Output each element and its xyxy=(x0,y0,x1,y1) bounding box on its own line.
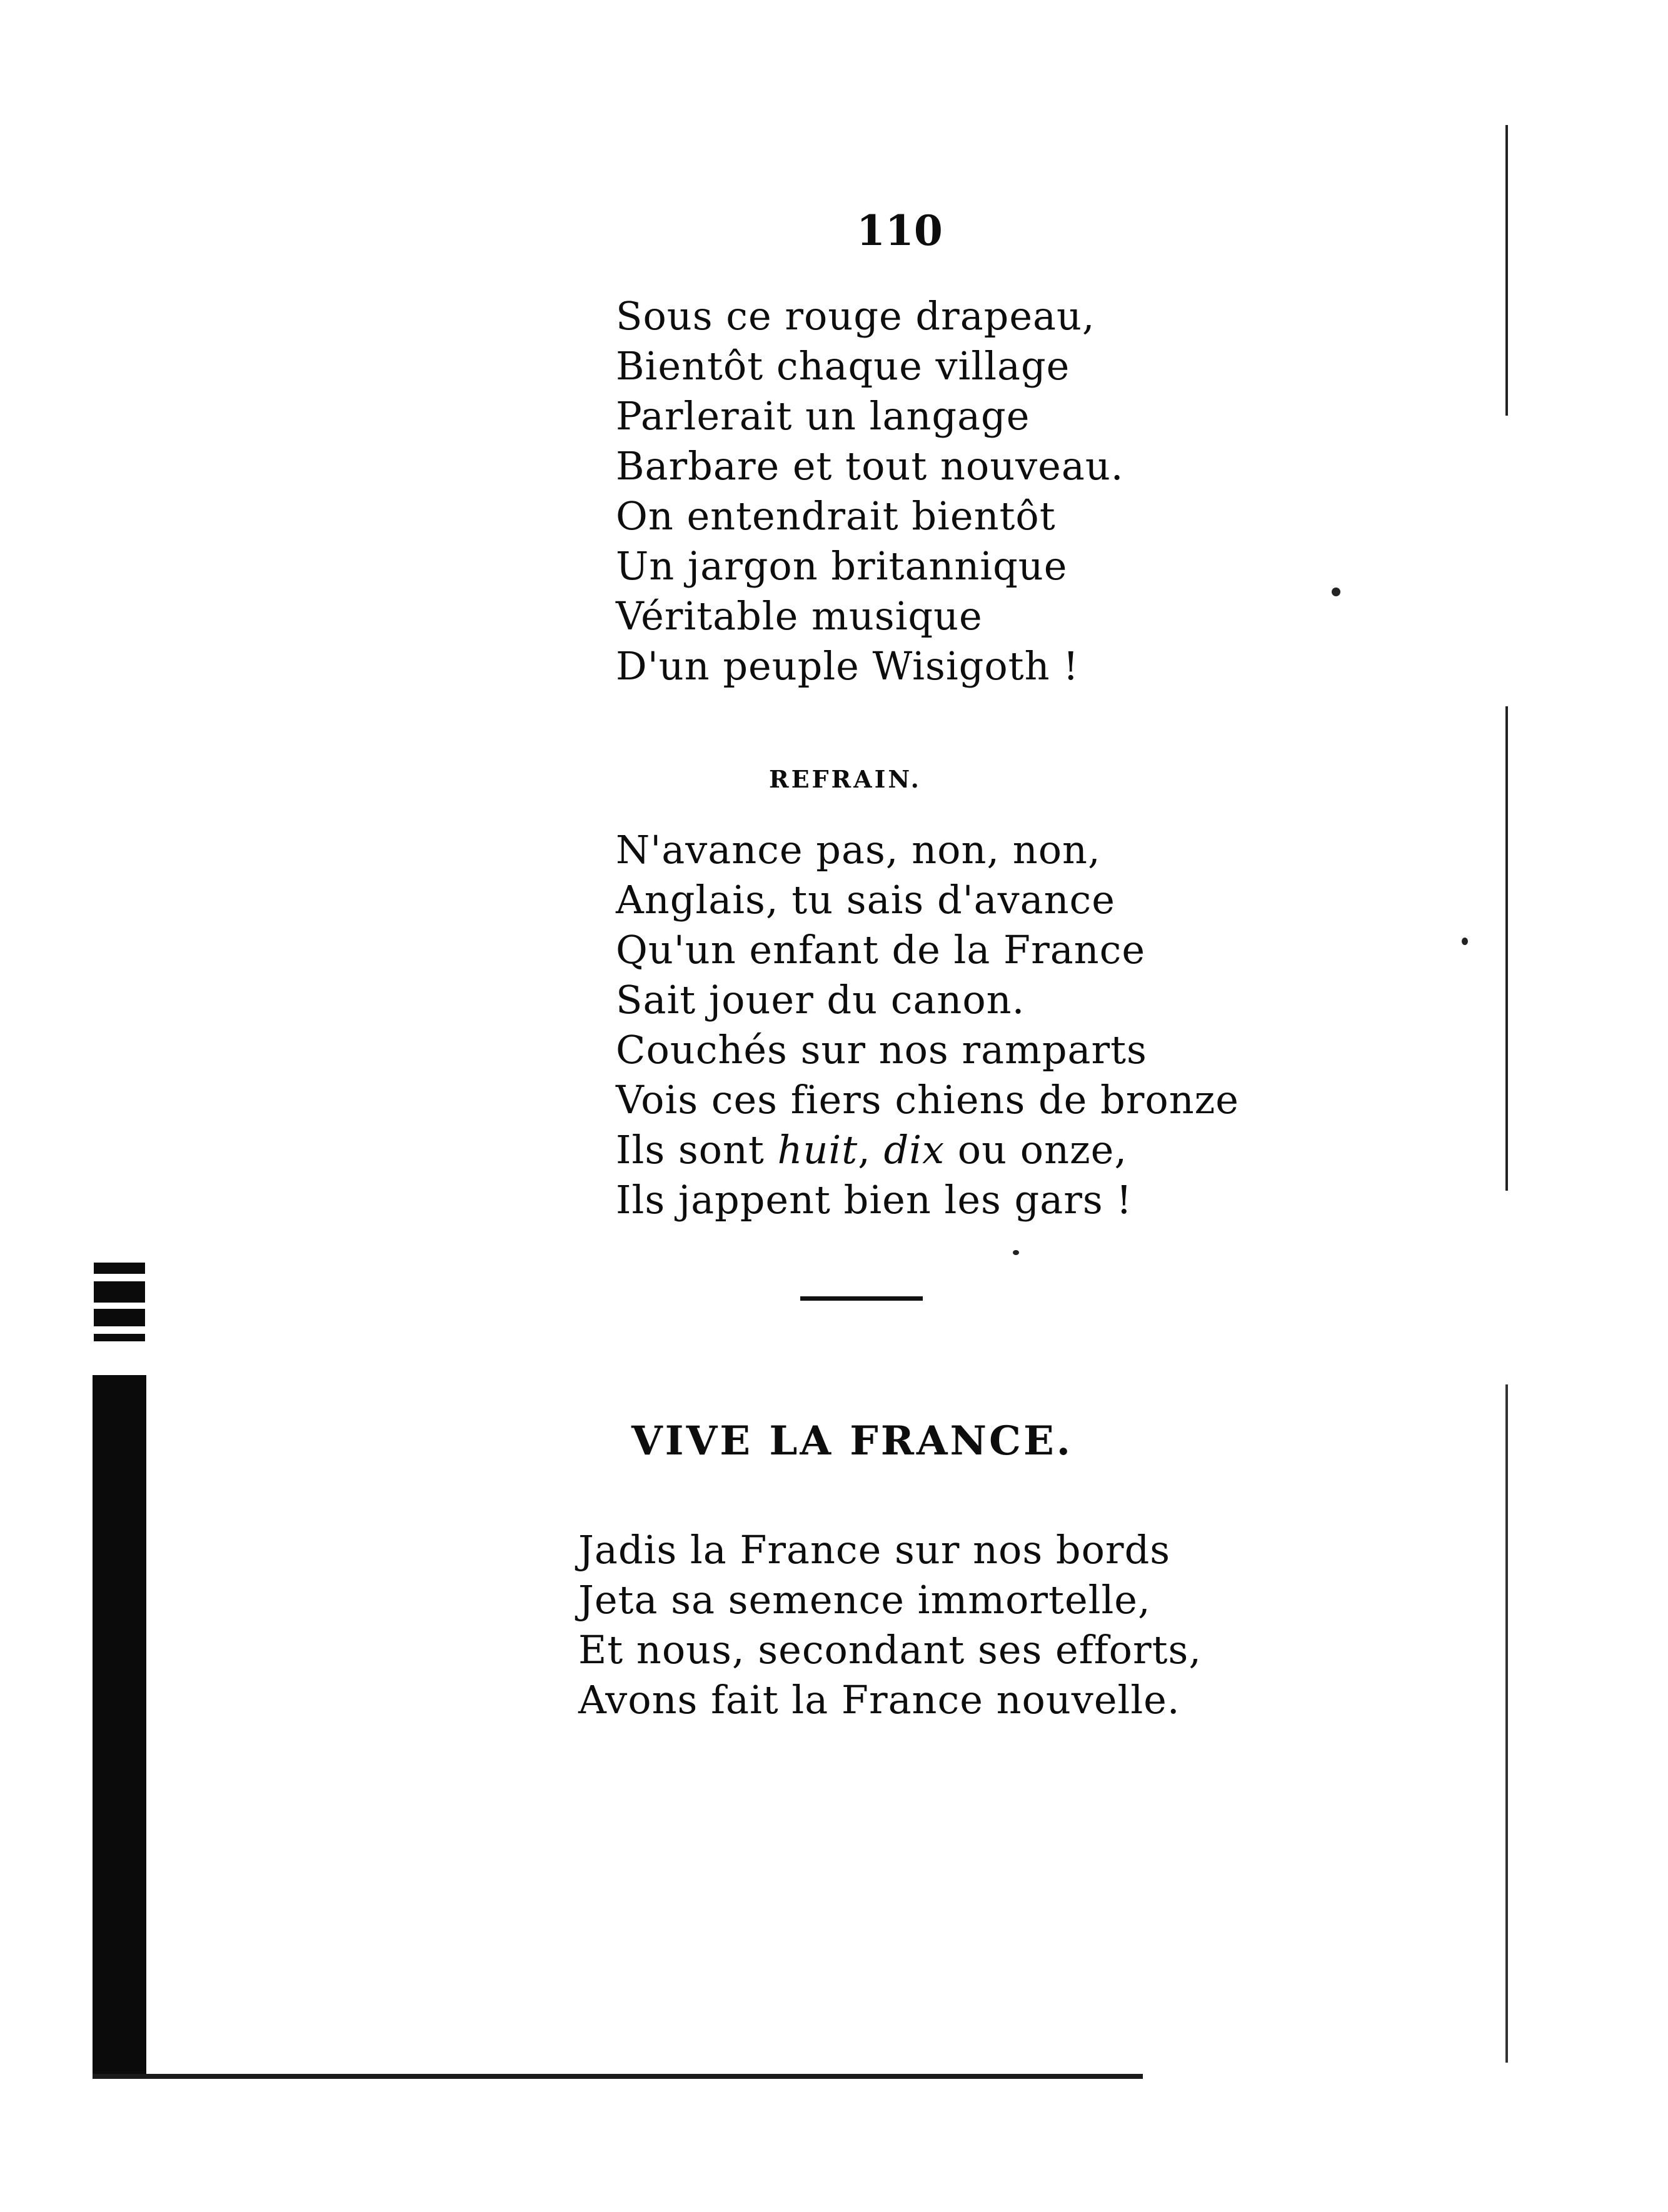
scan-artifact xyxy=(94,1334,145,1341)
verse-line: Barbare et tout nouveau. xyxy=(616,443,1124,489)
verse-line: Sous ce rouge drapeau, xyxy=(616,293,1095,339)
scan-artifact xyxy=(94,1263,145,1274)
verse-line: N'avance pas, non, non, xyxy=(616,827,1101,873)
scan-artifact xyxy=(93,1375,146,2075)
section-divider xyxy=(800,1296,923,1301)
verse-line: Sait jouer du canon. xyxy=(616,977,1025,1023)
verse-line: Parlerait un langage xyxy=(616,393,1030,439)
refrain-label: REFRAIN. xyxy=(769,765,922,793)
verse-line: Jadis la France sur nos bords xyxy=(578,1527,1171,1573)
verse-line: Un jargon britannique xyxy=(616,543,1068,589)
page-number: 110 xyxy=(857,206,943,255)
italic-word: dix xyxy=(883,1127,945,1173)
verse-text: ou onze, xyxy=(945,1127,1128,1173)
scan-artifact xyxy=(1505,125,1508,2063)
verse-line: Qu'un enfant de la France xyxy=(616,927,1146,973)
verse-line: Vois ces fiers chiens de bronze xyxy=(616,1077,1239,1123)
scan-artifact xyxy=(1462,938,1468,945)
verse-line: Jeta sa semence immortelle, xyxy=(578,1577,1151,1623)
verse-line: Couchés sur nos ramparts xyxy=(616,1027,1147,1073)
verse-line: On entendrait bientôt xyxy=(616,493,1056,539)
scan-artifact xyxy=(1013,1250,1019,1255)
verse-text: , xyxy=(858,1127,884,1173)
scan-artifact xyxy=(94,1281,145,1303)
scan-artifact xyxy=(94,1309,145,1326)
stanza xyxy=(616,291,1123,691)
verse-line: Véritable musique xyxy=(616,593,983,639)
verse-line: Avons fait la France nouvelle. xyxy=(578,1677,1180,1723)
verse-line: D'un peuple Wisigoth ! xyxy=(616,643,1080,689)
verse-line: Anglais, tu sais d'avance xyxy=(616,877,1115,923)
verse-line xyxy=(616,1125,1239,1175)
scan-artifact xyxy=(1332,588,1340,596)
verse-text: Ils sont xyxy=(616,1127,778,1173)
verse-line: Et nous, secondant ses efforts, xyxy=(578,1627,1202,1673)
verse-line: Ils jappent bien les gars ! xyxy=(616,1177,1133,1223)
italic-word: huit xyxy=(777,1127,858,1173)
stanza xyxy=(578,1525,1202,1725)
verse-line: Bientôt chaque village xyxy=(616,343,1070,389)
scan-artifact xyxy=(93,2074,1143,2079)
poem-title: VIVE LA FRANCE. xyxy=(631,1418,1073,1464)
refrain-stanza xyxy=(616,825,1239,1225)
